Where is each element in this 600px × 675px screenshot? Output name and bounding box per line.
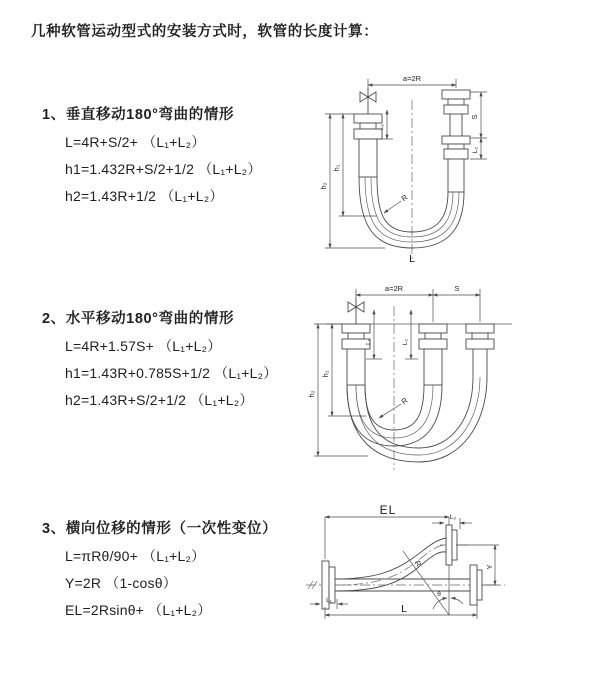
dimension-a-2r	[368, 74, 456, 89]
theta-construction	[403, 551, 463, 615]
radius-label: R	[399, 395, 410, 407]
radius-label: R	[412, 558, 424, 569]
dim-label-s: S	[454, 284, 460, 293]
right-pipe-assembly	[442, 90, 470, 192]
displaced-flange	[446, 525, 457, 565]
moved-pipe-assembly	[466, 324, 494, 377]
page-title: 几种软管运动型式的安装方式时，软管的长度计算：	[31, 24, 379, 40]
diagram-vertical-180-bend	[313, 70, 528, 265]
dimension-a-2r	[356, 284, 480, 322]
diagram-horizontal-180-bend	[306, 282, 536, 477]
dim-label-l: L	[401, 603, 407, 615]
dim-label-a2r: a=2R	[402, 74, 422, 83]
dimension-l2	[470, 138, 487, 159]
section-1-formula-h1: h1=1.432R+S/2+1/2 （L₁+L₂）	[65, 161, 262, 177]
left-pipe-assembly	[342, 324, 370, 385]
dim-label-l2: L₂	[472, 146, 479, 154]
section-vertical-180	[42, 103, 342, 210]
dim-label-l1: L₁	[326, 597, 332, 604]
dimension-l	[325, 603, 477, 619]
dimension-l1	[365, 310, 382, 359]
dim-label-h1: h₁	[332, 164, 341, 172]
dimension-l2	[402, 310, 418, 359]
radius-label: R	[399, 192, 410, 204]
radius-annotation	[384, 192, 410, 213]
section-horizontal-180	[42, 307, 342, 414]
left-pipe-assembly	[354, 114, 382, 177]
dim-label-a2r: a=2R	[384, 284, 404, 293]
right-flange	[470, 565, 482, 605]
dim-label-l2: L₂	[402, 338, 409, 346]
valve-icon	[360, 88, 376, 114]
hose-position-1-curves	[347, 385, 442, 446]
dim-label-el: EL	[379, 503, 397, 517]
dim-label-h2: h₂	[307, 390, 316, 398]
section-2-formula-L: L=4R+1.57S+ （L₁+L₂）	[65, 338, 222, 354]
valve-icon	[348, 298, 364, 324]
dimension-s	[433, 284, 480, 295]
dim-label-h1: h₁	[321, 370, 330, 378]
middle-pipe-assembly	[419, 324, 447, 385]
section-1-formula-h2: h2=1.43R+1/2 （L₁+L₂）	[65, 188, 224, 204]
diagram-lateral-displacement	[300, 503, 600, 633]
dim-label-h2: h₂	[319, 182, 328, 190]
length-label: L	[409, 253, 415, 265]
dim-label-y: Y	[485, 564, 494, 570]
section-3-heading: 3、横向位移的情形（一次性变位）	[42, 521, 278, 537]
section-2-formula-h2: h2=1.43R+S/2+1/2 （L₁+L₂）	[65, 392, 254, 408]
section-1-heading: 1、垂直移动180°弯曲的情形	[42, 107, 235, 123]
radius-annotation	[379, 395, 410, 418]
section-3-formula-Y: Y=2R （1-cosθ）	[65, 575, 177, 591]
section-3-formula-L: L=πRθ/90+ （L₁+L₂）	[65, 548, 206, 564]
dim-label-l1: L₁	[365, 339, 372, 345]
s-curve-hose-displaced-position	[335, 538, 446, 591]
section-1-formula-L: L=4R+S/2+ （L₁+L₂）	[65, 134, 206, 150]
dim-label-s: S	[470, 114, 479, 120]
section-2-heading: 2、水平移动180°弯曲的情形	[42, 311, 235, 327]
section-2-formula-h1: h1=1.43R+0.785S+1/2 （L₁+L₂）	[65, 365, 278, 381]
dim-label-l2: L₂	[449, 514, 457, 521]
dim-label-l1: L₁	[378, 124, 385, 130]
dimension-el	[325, 503, 449, 615]
dimension-s	[470, 92, 487, 138]
section-lateral-displacement	[42, 517, 342, 624]
section-3-formula-EL: EL=2Rsinθ+ （L₁+L₂）	[65, 602, 212, 618]
angle-label: θ	[437, 591, 441, 598]
